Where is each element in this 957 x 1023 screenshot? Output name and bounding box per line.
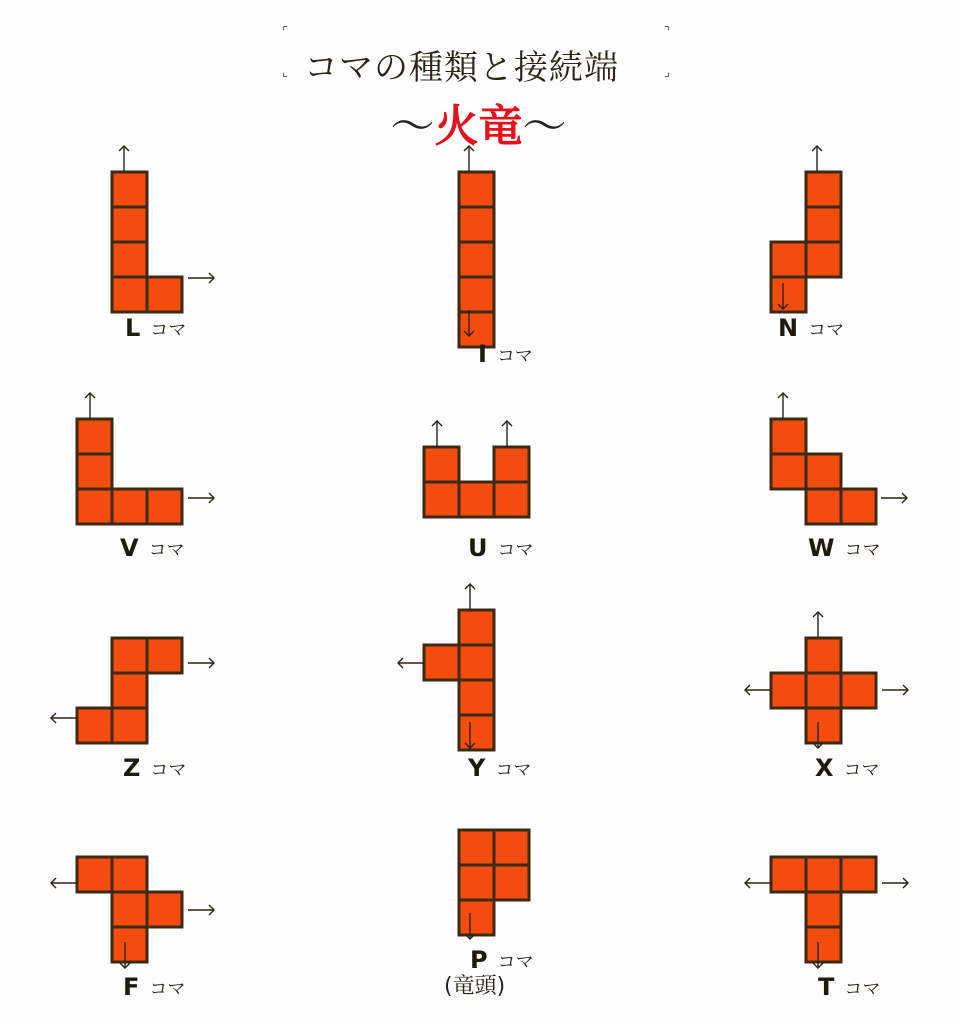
bracket-top-left: ⌜ bbox=[282, 25, 289, 40]
piece-i bbox=[459, 146, 494, 347]
piece-suffix: コマ bbox=[843, 760, 880, 781]
piece-cell bbox=[424, 645, 459, 680]
piece-cell bbox=[112, 857, 147, 892]
piece-cell bbox=[112, 489, 147, 524]
bracket-bottom-left: ⌞ bbox=[282, 65, 289, 80]
piece-cell bbox=[771, 857, 806, 892]
piece-cell bbox=[771, 454, 806, 489]
piece-label-u bbox=[468, 536, 534, 560]
arrow-up-icon bbox=[813, 612, 823, 638]
piece-cell bbox=[459, 830, 494, 865]
piece-suffix: コマ bbox=[150, 320, 187, 341]
piece-cell bbox=[494, 865, 529, 900]
piece-cell bbox=[112, 277, 147, 312]
arrow-left-icon bbox=[398, 658, 424, 668]
piece-label-i bbox=[478, 342, 533, 366]
piece-cell bbox=[147, 489, 182, 524]
arrow-up-icon bbox=[812, 146, 822, 172]
piece-cell bbox=[112, 638, 147, 673]
piece-suffix: コマ bbox=[497, 952, 534, 973]
piece-w bbox=[771, 393, 907, 524]
piece-suffix: コマ bbox=[844, 979, 881, 1000]
piece-suffix: コマ bbox=[497, 540, 534, 561]
piece-cell bbox=[771, 419, 806, 454]
piece-suffix: コマ bbox=[148, 540, 185, 561]
piece-label-y bbox=[468, 756, 531, 780]
piece-cell bbox=[459, 865, 494, 900]
arrow-right-icon bbox=[188, 273, 214, 283]
piece-cell bbox=[77, 857, 112, 892]
piece-cell bbox=[806, 454, 841, 489]
piece-cell bbox=[424, 482, 459, 517]
piece-cell bbox=[494, 482, 529, 517]
piece-suffix: コマ bbox=[149, 979, 186, 1000]
piece-n bbox=[771, 146, 841, 312]
piece-suffix: コマ bbox=[495, 760, 532, 781]
piece-label-l bbox=[125, 316, 186, 340]
arrow-left-icon bbox=[51, 878, 77, 888]
arrow-left-icon bbox=[745, 685, 771, 695]
piece-z bbox=[51, 638, 214, 743]
piece-cell bbox=[841, 489, 876, 524]
arrow-up-icon bbox=[464, 146, 474, 172]
piece-cell bbox=[459, 645, 494, 680]
piece-cell bbox=[771, 277, 806, 312]
piece-cell bbox=[459, 242, 494, 277]
piece-cell bbox=[459, 482, 494, 517]
piece-cell bbox=[112, 927, 147, 962]
piece-cell bbox=[841, 673, 876, 708]
arrow-right-icon bbox=[188, 658, 214, 668]
bracket-bottom-right: ⌟ bbox=[663, 65, 670, 80]
arrow-up-icon bbox=[502, 421, 512, 447]
piece-label-t bbox=[818, 975, 880, 999]
piece-cell bbox=[77, 489, 112, 524]
piece-f bbox=[51, 857, 214, 968]
piece-x bbox=[745, 612, 908, 748]
piece-cell bbox=[806, 673, 841, 708]
piece-cell bbox=[112, 172, 147, 207]
piece-cell bbox=[806, 207, 841, 242]
piece-letter: N bbox=[778, 314, 799, 342]
piece-letter: V bbox=[120, 534, 139, 562]
piece-suffix: コマ bbox=[496, 346, 533, 367]
piece-cell bbox=[112, 708, 147, 743]
piece-cell bbox=[806, 927, 841, 962]
page-title: コマの種類と接続端 bbox=[304, 48, 619, 88]
piece-cell bbox=[459, 207, 494, 242]
piece-cell bbox=[77, 419, 112, 454]
arrow-up-icon bbox=[119, 146, 129, 172]
piece-letter: F bbox=[123, 973, 140, 1001]
piece-label-p bbox=[444, 946, 534, 999]
arrow-up-icon bbox=[778, 393, 788, 419]
arrow-right-icon bbox=[188, 493, 214, 503]
piece-cell bbox=[771, 242, 806, 277]
piece-label-w bbox=[808, 536, 880, 560]
subtitle-text: 火竜 bbox=[434, 101, 523, 152]
piece-v bbox=[77, 393, 214, 524]
piece-cell bbox=[806, 489, 841, 524]
piece-letter: L bbox=[125, 314, 141, 342]
piece-letter: P bbox=[470, 946, 488, 974]
piece-label-n bbox=[778, 316, 844, 340]
piece-cell bbox=[77, 708, 112, 743]
piece-suffix: コマ bbox=[150, 760, 187, 781]
piece-cell bbox=[459, 610, 494, 645]
piece-letter: X bbox=[815, 754, 834, 782]
piece-cell bbox=[841, 857, 876, 892]
piece-cell bbox=[806, 638, 841, 673]
piece-letter: Z bbox=[123, 754, 141, 782]
piece-label-x bbox=[815, 756, 880, 780]
piece-cell bbox=[424, 447, 459, 482]
arrow-up-icon bbox=[432, 421, 442, 447]
piece-cell bbox=[112, 892, 147, 927]
piece-cell bbox=[147, 892, 182, 927]
arrow-right-icon bbox=[882, 878, 908, 888]
arrow-left-icon bbox=[745, 878, 771, 888]
piece-cell bbox=[459, 277, 494, 312]
arrow-up-icon bbox=[85, 393, 95, 419]
arrow-left-icon bbox=[51, 713, 77, 723]
piece-letter: Y bbox=[468, 754, 486, 782]
piece-label-z bbox=[123, 756, 186, 780]
piece-cell bbox=[806, 708, 841, 743]
piece-suffix: コマ bbox=[808, 320, 845, 341]
piece-cell bbox=[77, 454, 112, 489]
piece-letter: W bbox=[808, 534, 835, 562]
piece-p bbox=[459, 830, 529, 939]
piece-cell bbox=[459, 715, 494, 750]
piece-cell bbox=[459, 680, 494, 715]
piece-cell bbox=[806, 242, 841, 277]
piece-cell bbox=[494, 830, 529, 865]
piece-letter: U bbox=[468, 534, 488, 562]
piece-cell bbox=[771, 673, 806, 708]
piece-suffix: コマ bbox=[844, 540, 881, 561]
piece-cell bbox=[112, 242, 147, 277]
arrow-up-icon bbox=[465, 584, 475, 610]
piece-y bbox=[398, 584, 494, 750]
piece-cell bbox=[806, 857, 841, 892]
piece-cell bbox=[459, 172, 494, 207]
subtitle-tilde-right: 〜 bbox=[522, 101, 567, 152]
arrow-right-icon bbox=[188, 905, 214, 915]
arrow-right-icon bbox=[882, 685, 908, 695]
piece-cell bbox=[112, 207, 147, 242]
piece-cell bbox=[147, 277, 182, 312]
piece-cell bbox=[806, 172, 841, 207]
piece-letter: T bbox=[818, 973, 835, 1001]
subtitle-tilde-left: 〜 bbox=[390, 101, 435, 152]
bracket-top-right: ⌝ bbox=[663, 25, 670, 40]
piece-letter: I bbox=[478, 340, 487, 368]
piece-cell bbox=[459, 900, 494, 935]
piece-label-v bbox=[120, 536, 185, 560]
piece-t bbox=[745, 857, 908, 968]
arrow-right-icon bbox=[881, 493, 907, 503]
piece-u bbox=[424, 421, 529, 517]
piece-cell bbox=[147, 638, 182, 673]
piece-l bbox=[112, 146, 214, 312]
piece-cell bbox=[112, 673, 147, 708]
piece-cell bbox=[494, 447, 529, 482]
piece-label-f bbox=[123, 975, 185, 999]
piece-note: (竜頭) bbox=[444, 974, 506, 999]
piece-cell bbox=[806, 892, 841, 927]
